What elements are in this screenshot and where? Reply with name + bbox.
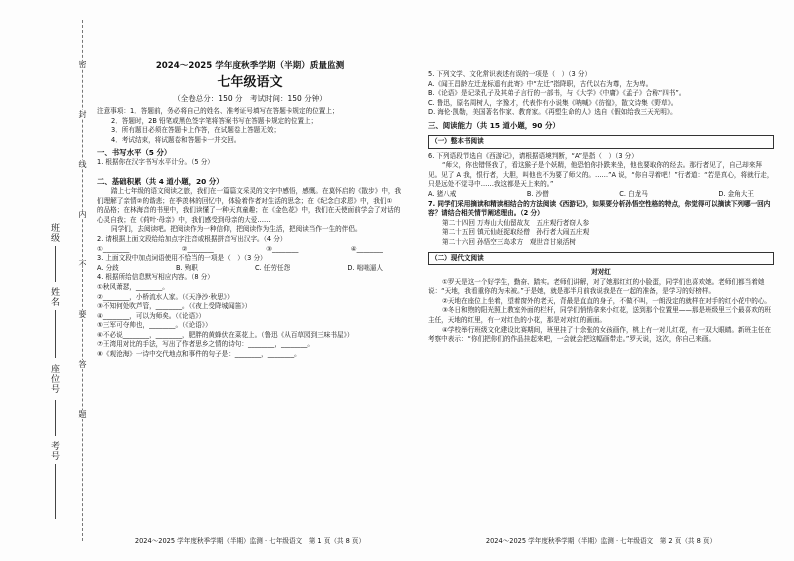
seal-mark: 题 bbox=[78, 410, 87, 419]
chapter-option: 第二十六回 孙悟空三岛求方 观世音甘泉活树 bbox=[442, 237, 576, 246]
section-heading: 二、基础积累（共 4 道小题，20 分） bbox=[97, 176, 224, 186]
page-1-footer: 2024～2025 学年度秋季学期（半期）监测 · 七年级语文 第 1 页（共 8 页） bbox=[134, 537, 366, 545]
reading-passage: 踏上七年级的语文阅读之旅，我们在一篇篇文采灵的文字中感悟，感慨。在莫怀启的《散步》中，我们理解了亲情②的谐悲；在季羡林的回忆中，体验着作者对生活的思念；在《纪念白求恩》中，我们① 的品格；在林海音的书里中，我们读懂了一种天真童趣；在《金色花》中，我们在天使面前学会了对话的心灵自我；在《荷叶·母亲》中，我们感受到母亲的大爱…… bbox=[97, 186, 426, 224]
subject-title: 七年级语文 bbox=[217, 75, 283, 90]
question-6-options bbox=[428, 190, 774, 200]
option: D. 咄咄逼人 bbox=[347, 263, 383, 272]
question-4: 4. 根据所给信息默写相应内容。（8 分） bbox=[97, 273, 214, 282]
option: A. 分歧 bbox=[97, 263, 119, 272]
question-2: 2. 请根据上面文段给给加点字注音或根据拼音写出汉字。（4 分） bbox=[97, 234, 287, 243]
question-3-options bbox=[97, 264, 403, 274]
exam-title: 2024～2025 学年度秋季学期（半期）质量监测 bbox=[155, 61, 345, 71]
question-1: 1. 根据你在汉字书写水平计分。（5 分） bbox=[97, 158, 214, 167]
subsection-heading: （二）现代文阅读 bbox=[431, 253, 484, 262]
section-heading: 三、阅读能力（共 15 道小题，90 分） bbox=[428, 120, 560, 130]
subsection-heading: （一）整本书阅读 bbox=[431, 136, 484, 145]
seal-mark: 要 bbox=[78, 310, 87, 319]
option: B. 殉职 bbox=[175, 263, 198, 272]
answer-blank: ①________ bbox=[97, 244, 130, 253]
recite-line: ⑧《观沧海》一诗中交代地点和事件的句子是：________，________。 bbox=[97, 350, 301, 359]
recite-line: ①秋风萧瑟，________。 bbox=[97, 282, 169, 291]
page-2-footer: 2024～2025 学年度秋季学期（半期）监测 · 七年级语文 第 2 页（共 8 页） bbox=[485, 537, 717, 545]
article-title: 对对红 bbox=[591, 268, 611, 277]
subsection-box bbox=[428, 252, 774, 266]
seal-mark: 密 bbox=[78, 60, 87, 69]
option: B.《论语》是记录孔子及其弟子言行的一部书，与《大学》《中庸》《孟子》合称“四书”。 bbox=[428, 89, 686, 98]
article-paragraph: ④学校举行班级文化建设比赛期间，班里挂了十余张的女孩画作，桃上有一对儿红花，有一双大眼睛。新班主任在考察中表示：“你们把你们的作品挂起来吧，一会就会把这幅画带走。”罗天说，这次，你自己来画。 bbox=[428, 325, 772, 344]
answer-blank: ③________ bbox=[266, 244, 299, 253]
binding-label-exam-number: 考号 bbox=[50, 442, 60, 462]
recite-line: ⑤三军可夺帅也，________。（《论语》） bbox=[97, 321, 212, 330]
recite-line: ⑥不必说________，________，肥胖的黄蜂伏在菜花上。（鲁迅《从百草园到三味书屋》） bbox=[97, 330, 354, 339]
seal-mark: 答 bbox=[78, 360, 87, 369]
question-6: 6. 下列语段节选自《西游记》，请根据语境判断，“A”是指（ ）（3 分） bbox=[428, 151, 638, 160]
option: D. 金角大王 bbox=[718, 189, 754, 198]
chapter-option: 第二十四回 万寿山大仙留故友 五庄观行者窃人参 bbox=[442, 218, 590, 227]
page-1 bbox=[97, 60, 426, 360]
novel-excerpt: “师父，你也错怪我了，看这猴子是个妖精，他恐怕你扑跌来坐，他也要取你的经去。那行者见了，自己却来拜见。见了 A 我，恨行者，大胆，叫他也不为要了师父的。……”A 说，“你自寻着吧！”行者道：“若是真心，将就行走，只是远处不觉寻中……我这都是天上来的。” bbox=[428, 161, 774, 189]
subsection-box bbox=[428, 135, 774, 149]
chapter-option: 第二十五回 镇元仙赶捉取经僧 孙行者大闹五庄观 bbox=[442, 228, 590, 237]
recite-line: ④________，可以为师矣。（《论语》） bbox=[97, 311, 206, 320]
binding-field-class bbox=[55, 246, 56, 282]
option: C. 鲁迅，原名周树人，字豫才，代表作有小说集《呐喊》《彷徨》，散文诗集《野草》。 bbox=[428, 98, 678, 107]
section-heading: 一、书写水平（5 分） bbox=[97, 148, 172, 158]
note-line: 3．所有题目必须在答题卡上作答，在试题卷上答题无效； bbox=[111, 126, 281, 135]
note-line: 2．答题时，2B 铅笔或黑色签字笔将答案书写在答题卡规定的位置上； bbox=[111, 116, 318, 125]
question-3: 3. 上面文段中加点词语使用不恰当的一项是（ ）（3 分） bbox=[97, 254, 267, 263]
option: C. 白龙马 bbox=[619, 189, 648, 198]
article-paragraph: ②天地在座位上坐着，望着窗外的老天，背最是直直的身子，不做不叫，一朗没定的就样在对手的红小花中的心。 bbox=[442, 296, 772, 305]
question-2-blanks bbox=[97, 245, 403, 255]
recite-line: ⑦王湾用对比的手法，写出了作者思乡之情的诗句：________，________。 bbox=[97, 340, 314, 349]
recite-line: ②________，小桥流水人家。（《天净沙·秋思》） bbox=[97, 292, 234, 301]
option: A.《闻王昌龄左迁龙标遥有此寄》中“左迁”指降职，古代以右为尊，左为卑。 bbox=[428, 79, 653, 88]
seal-mark: 内 bbox=[78, 210, 87, 219]
option: B. 沙僧 bbox=[526, 189, 549, 198]
answer-blank: ④________ bbox=[350, 244, 383, 253]
binding-label-class: 班级 bbox=[50, 224, 60, 244]
seal-mark: 封 bbox=[78, 110, 87, 119]
binding-strip bbox=[0, 0, 96, 561]
option: C. 任劳任怨 bbox=[255, 263, 291, 272]
answer-blank: ②________ bbox=[181, 244, 214, 253]
option: A. 猪八戒 bbox=[428, 189, 457, 198]
seal-mark: 线 bbox=[78, 160, 87, 169]
article-paragraph: ③冬日和煦的阳光照上教室外面的栏杆，同学们悄悄拿来小红花，送到那个位置里——那是班级里三个最喜欢的班主任，天地的红里，有一对红色的小花，那是对对红的画面。 bbox=[428, 306, 772, 325]
reading-passage-2: 同学们，去阅读吧。把阅读作为一种信仰，把阅读作为生活，把阅读当作一生的伴侣。 bbox=[111, 225, 362, 234]
binding-label-seat: 座位号 bbox=[50, 365, 60, 395]
seal-mark: 不 bbox=[78, 260, 87, 269]
binding-field-seat bbox=[55, 400, 56, 436]
score-time-line: （全卷总分：150 分 考试时间：150 分钟） bbox=[173, 94, 327, 103]
article-paragraph: ①罗天是这一个好学生，勤奋、踏实。老师们讲解，对了她那红红的小脸蛋，同学们也喜欢她。老师们都当着她说：“天地，我看重你的为未被。”于是她，就是那半月前我说我是在一起的准备，是学习的好榜样。 bbox=[428, 277, 765, 296]
recite-line: ③不知何处吹芦管，________。（《夜上受降城闻笛》） bbox=[97, 302, 252, 311]
question-7: 7. 同学们采用摘读和精读相结合的方法阅读《西游记》，如果要分析孙悟空性格的特点，你觉得可以摘读下列哪一回内容？请结合相关情节阐述理由。（2 分） bbox=[428, 199, 771, 218]
seal-line bbox=[82, 20, 83, 541]
option: D. 海伦·凯勒，美国著名作家、教育家。《再塑生命的人》选自《假如给我三天光明》。 bbox=[428, 108, 677, 117]
note-line: 4．考试结束，将试题卷和答题卡一并交回。 bbox=[111, 135, 241, 144]
question-5: 5. 下列文学、文化常识表述有误的一项是（ ）（3 分） bbox=[428, 70, 592, 78]
binding-field-name bbox=[55, 310, 56, 358]
note-line: 注意事项：1．答题前，务必将自己的姓名、准考证号填写在答题卡规定的位置上； bbox=[97, 107, 339, 115]
page-2 bbox=[428, 70, 774, 345]
binding-label-name: 姓名 bbox=[50, 288, 60, 308]
binding-field-exam-number bbox=[55, 464, 56, 519]
